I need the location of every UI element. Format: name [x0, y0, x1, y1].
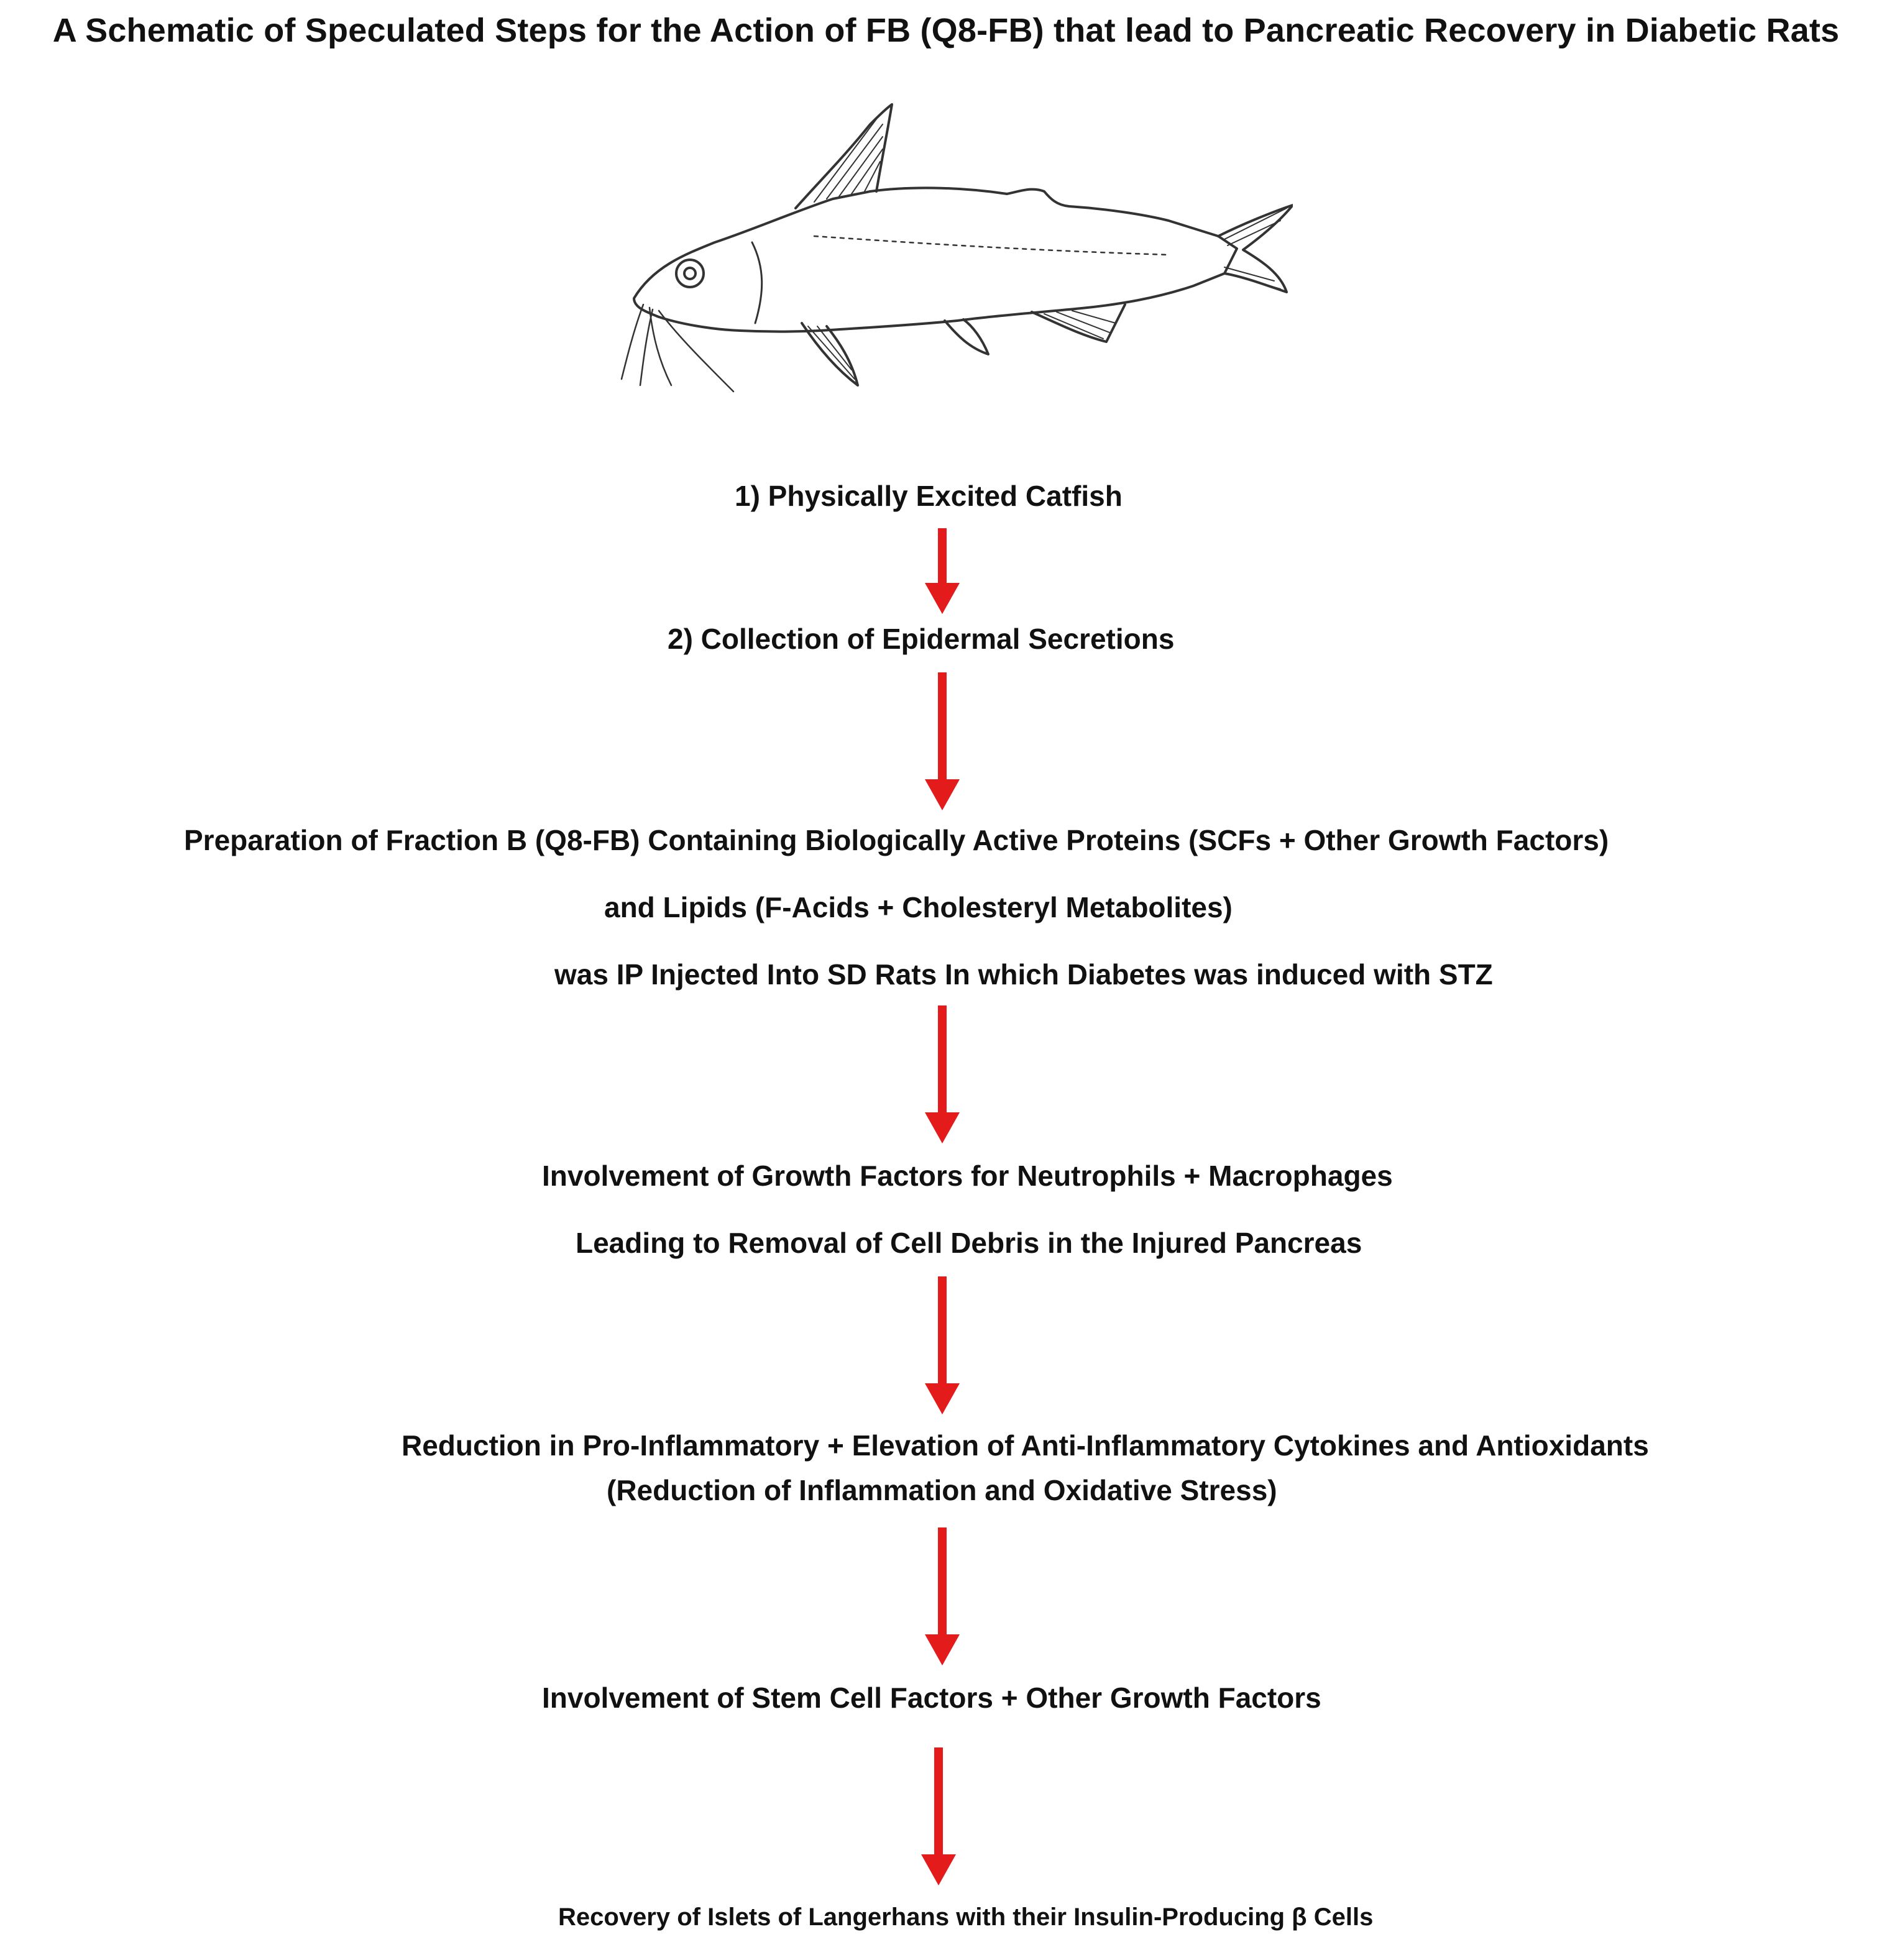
step-5-line-1: Reduction in Pro-Inflammatory + Elevation of Anti-Inflammatory Cytokines and Antioxidants: [402, 1429, 1649, 1462]
flow-arrow-1: [924, 528, 961, 615]
fish-eye: [676, 260, 704, 287]
barbels: [622, 305, 733, 392]
catfish-drawing: [609, 87, 1293, 410]
pectoral-fin: [802, 323, 858, 385]
step-3-line-2: and Lipids (F-Acids + Cholesteryl Metabolites): [604, 891, 1233, 923]
step-3-line-3: was IP Injected Into SD Rats In which Diabetes was induced with STZ: [554, 958, 1493, 991]
step-5-line-2: (Reduction of Inflammation and Oxidative Stress): [607, 1474, 1277, 1506]
lateral-line: [814, 236, 1169, 255]
flow-arrow-4: [924, 1276, 961, 1416]
step-4-line-1: Involvement of Growth Factors for Neutrophils + Macrophages: [542, 1160, 1393, 1192]
step-7-line-1: Recovery of Islets of Langerhans with their Insulin-Producing β Cells: [558, 1903, 1374, 1931]
flow-arrow-5: [924, 1527, 961, 1667]
step-3-line-1: Preparation of Fraction B (Q8-FB) Containing Biologically Active Proteins (SCFs + Other Growth Factors): [184, 824, 1609, 856]
diagram-title: A Schematic of Speculated Steps for the Action of FB (Q8-FB) that lead to Pancreatic Recovery in Diabetic Rats: [52, 12, 1840, 49]
step-2-line-1: 2) Collection of Epidermal Secretions: [668, 623, 1175, 655]
flow-arrow-6: [920, 1747, 957, 1887]
pelvic-fin: [945, 319, 988, 354]
tail-fin: [1218, 205, 1293, 292]
anal-fin: [1032, 305, 1125, 342]
flow-arrow-3: [924, 1005, 961, 1145]
step-1-line-1: 1) Physically Excited Catfish: [735, 480, 1123, 512]
fish-body-outline: [634, 188, 1237, 331]
flow-arrow-2: [924, 672, 961, 812]
step-4-line-2: Leading to Removal of Cell Debris in the Injured Pancreas: [576, 1227, 1362, 1259]
step-6-line-1: Involvement of Stem Cell Factors + Other Growth Factors: [542, 1682, 1321, 1714]
